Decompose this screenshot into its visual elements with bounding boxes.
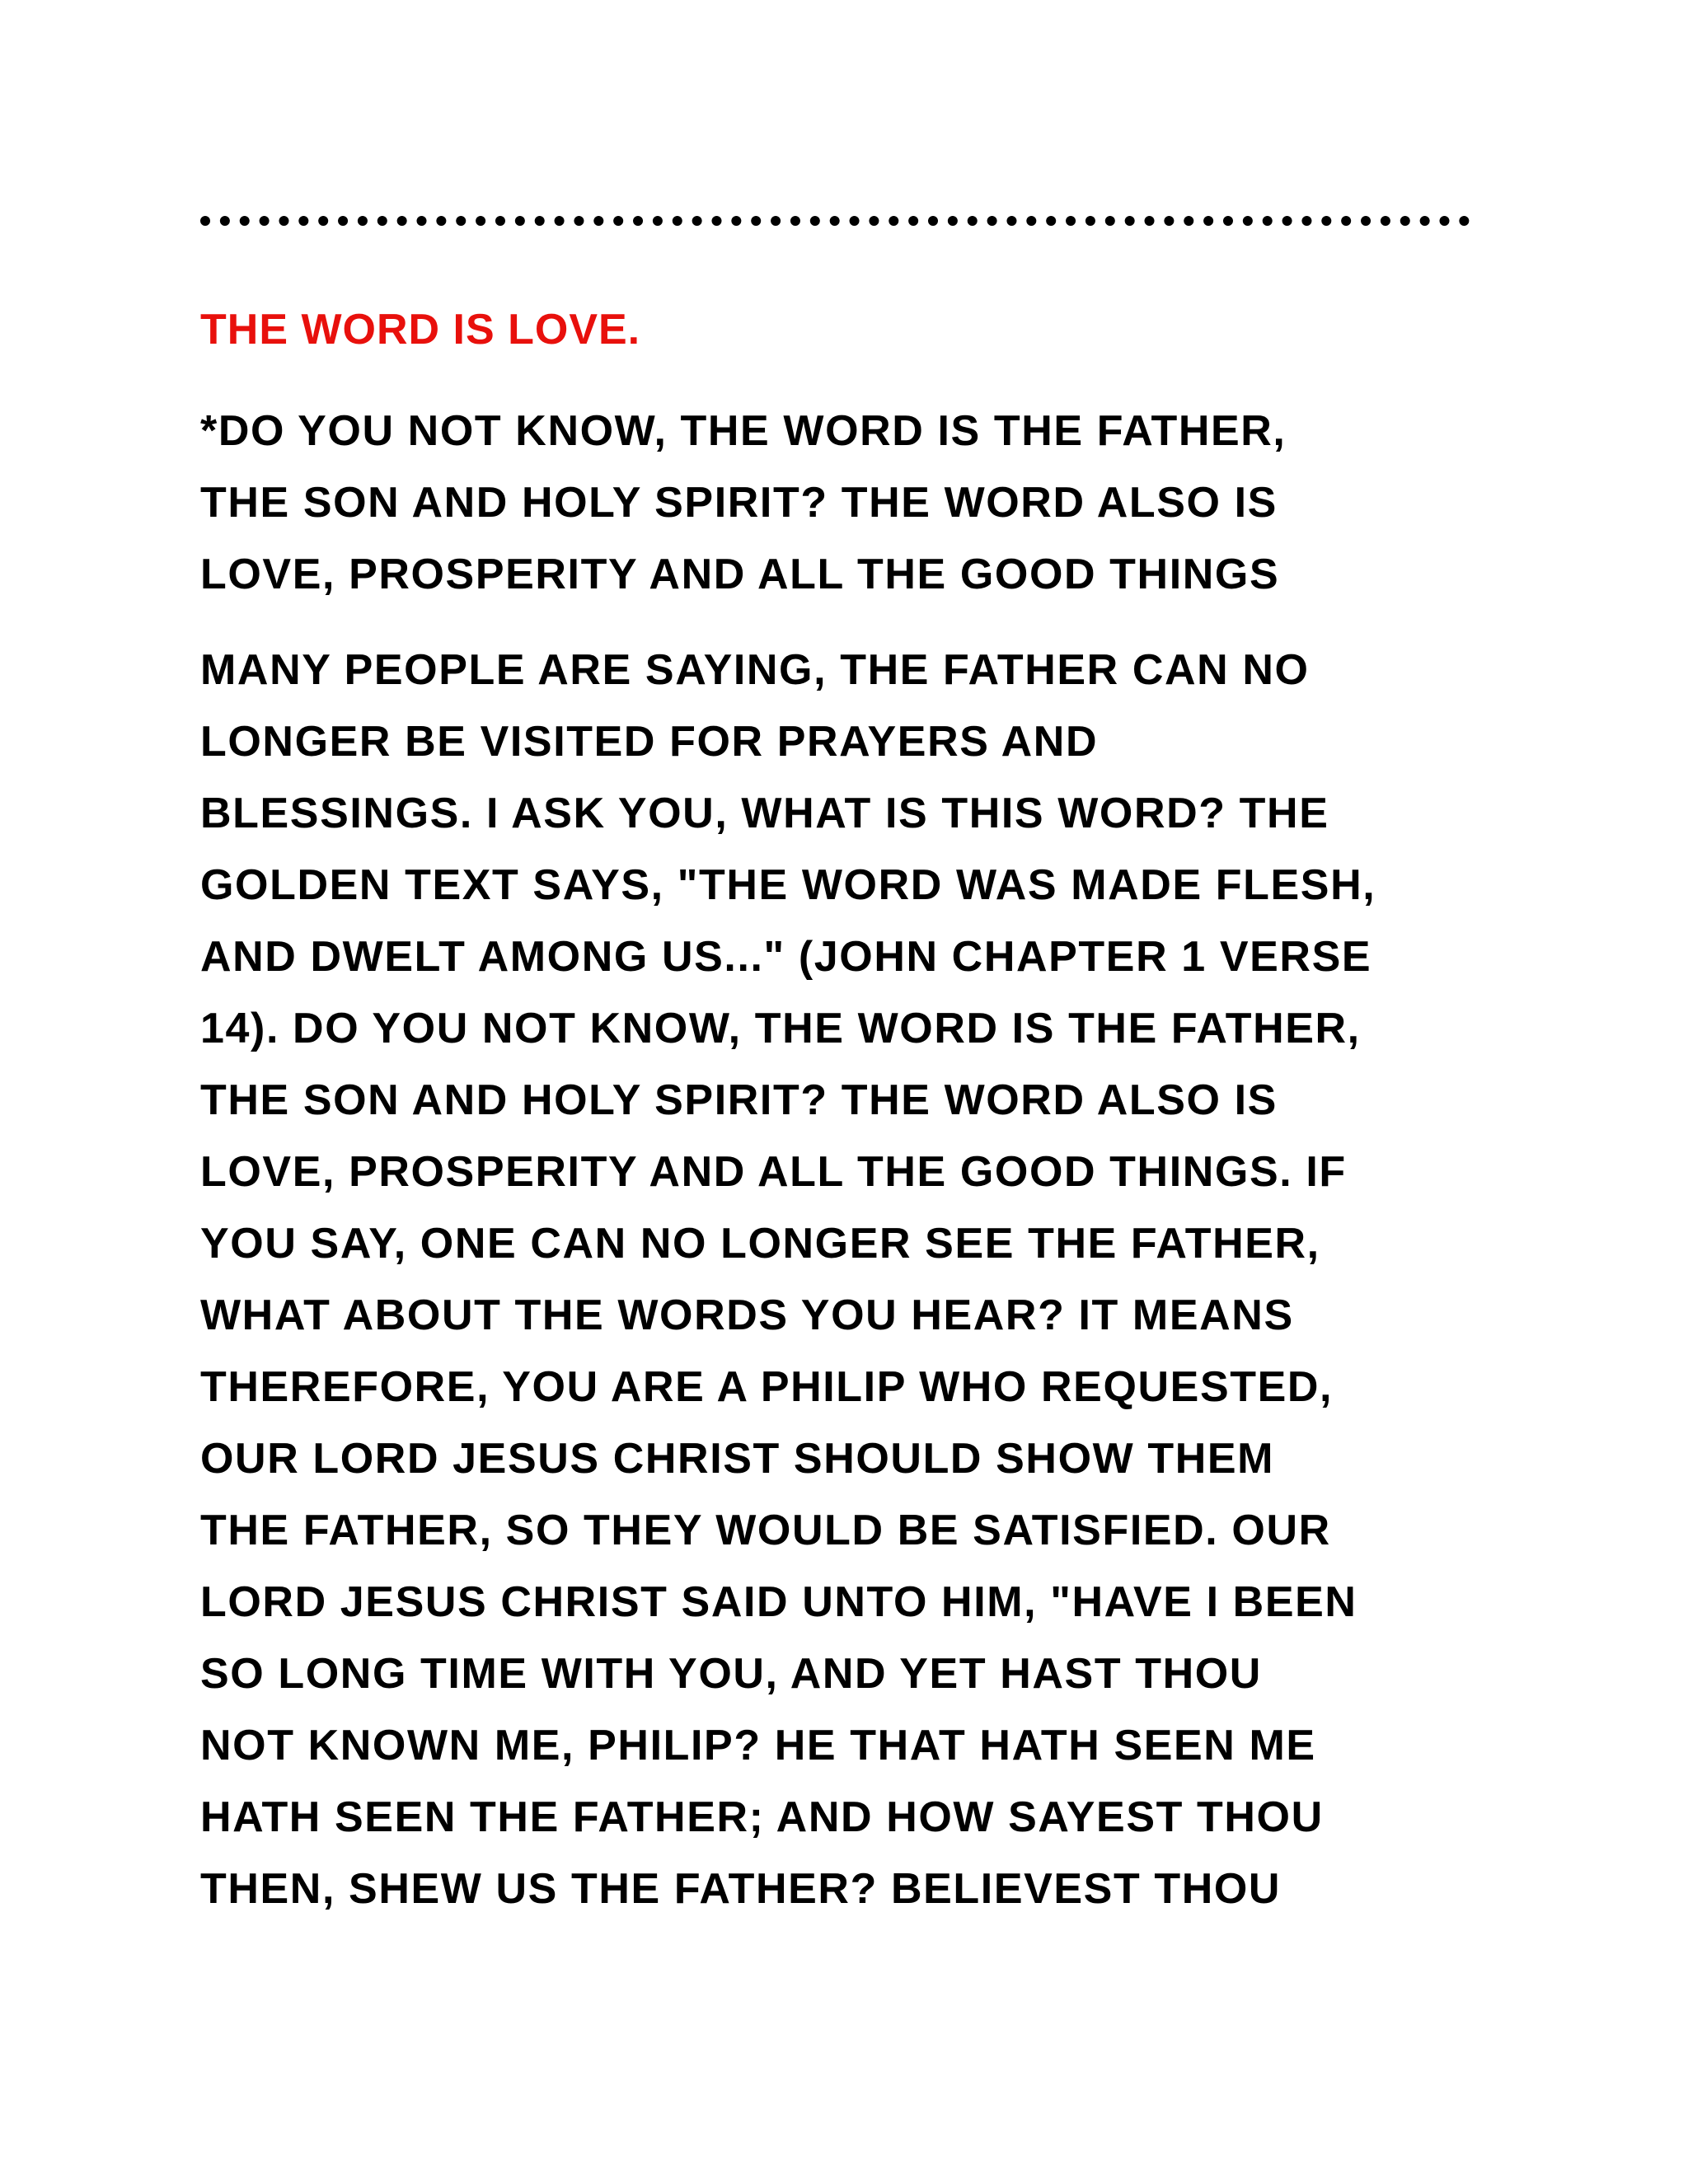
text-line: 14). DO YOU NOT KNOW, THE WORD IS THE FATHER, xyxy=(200,1005,1361,1052)
text-line: THE SON AND HOLY SPIRIT? THE WORD ALSO IS xyxy=(200,479,1278,527)
text-line: WHAT ABOUT THE WORDS YOU HEAR? IT MEANS xyxy=(200,1291,1294,1339)
text-line: SO LONG TIME WITH YOU, AND YET HAST THOU xyxy=(200,1650,1262,1698)
text-line: YOU SAY, ONE CAN NO LONGER SEE THE FATHER, xyxy=(200,1220,1320,1268)
dotted-separator xyxy=(200,216,1470,241)
text-line: THE FATHER, SO THEY WOULD BE SATISFIED. OUR xyxy=(200,1507,1331,1554)
text-line: THEN, SHEW US THE FATHER? BELIEVEST THOU xyxy=(200,1865,1282,1913)
text-line: OUR LORD JESUS CHRIST SHOULD SHOW THEM xyxy=(200,1435,1275,1483)
text-line: THE SON AND HOLY SPIRIT? THE WORD ALSO IS xyxy=(200,1076,1278,1124)
text-line: BLESSINGS. I ASK YOU, WHAT IS THIS WORD? THE xyxy=(200,790,1329,837)
text-line: HATH SEEN THE FATHER; AND HOW SAYEST THOU xyxy=(200,1793,1324,1841)
text-line: NOT KNOWN ME, PHILIP? HE THAT HATH SEEN ME xyxy=(200,1722,1316,1769)
section-heading: THE WORD IS LOVE. xyxy=(200,306,641,354)
text-line: LOVE, PROSPERITY AND ALL THE GOOD THINGS. IF xyxy=(200,1148,1347,1196)
text-line: GOLDEN TEXT SAYS, "THE WORD WAS MADE FLESH, xyxy=(200,861,1376,909)
text-line: *DO YOU NOT KNOW, THE WORD IS THE FATHER, xyxy=(200,407,1287,455)
text-line: LOVE, PROSPERITY AND ALL THE GOOD THINGS xyxy=(200,551,1280,598)
text-line: AND DWELT AMONG US..." (JOHN CHAPTER 1 VERSE xyxy=(200,933,1372,981)
text-line: THEREFORE, YOU ARE A PHILIP WHO REQUESTED, xyxy=(200,1363,1334,1411)
text-line: MANY PEOPLE ARE SAYING, THE FATHER CAN NO xyxy=(200,646,1310,694)
text-line: LONGER BE VISITED FOR PRAYERS AND xyxy=(200,718,1099,766)
text-line: LORD JESUS CHRIST SAID UNTO HIM, "HAVE I BEEN xyxy=(200,1578,1357,1626)
